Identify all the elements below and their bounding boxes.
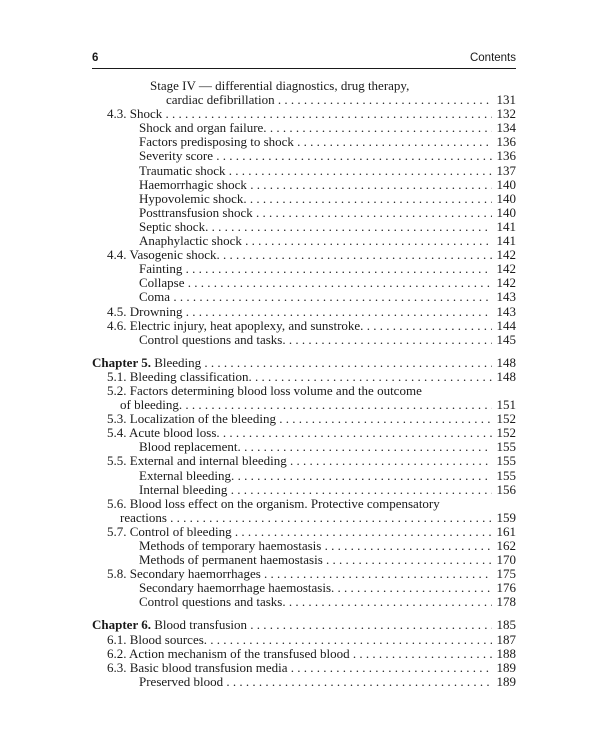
toc-entry-title: Severity score <box>139 149 214 164</box>
toc-entry-title: 4.6. Electric injury, heat apoplexy, and sunstroke. <box>107 318 364 333</box>
toc-page-number: 161 <box>496 523 516 539</box>
toc-entry <box>92 412 516 426</box>
toc-entry-title: 5.5. External and internal bleeding <box>107 454 287 469</box>
section-title: Contents <box>469 52 516 64</box>
toc-entry-title: 6.1. Blood sources. <box>107 632 208 647</box>
toc-page-number: 141 <box>496 218 516 234</box>
chapter-label: Chapter 6. <box>92 618 151 633</box>
toc-page-number: 175 <box>496 566 516 582</box>
toc-entry <box>92 633 516 647</box>
toc-page-number: 142 <box>496 275 516 291</box>
toc-page-number: 132 <box>496 106 516 122</box>
toc-entry-title: Posttransfusion shock <box>139 205 253 220</box>
toc-entry <box>92 567 516 581</box>
toc-entry-title: 4.5. Drowning <box>107 304 183 319</box>
toc-page-number: 140 <box>496 176 516 192</box>
toc-entry-title: Stage IV — differential diagnostics, drug therapy, <box>150 79 410 93</box>
toc-page-number: 151 <box>496 397 516 413</box>
toc-entry <box>92 107 516 121</box>
toc-entry <box>92 384 516 398</box>
toc-page-number: 136 <box>496 134 516 150</box>
toc-entry-title: Collapse <box>139 276 185 291</box>
toc-entry <box>92 469 516 483</box>
toc-entry <box>92 93 516 107</box>
toc-page-number: 155 <box>496 439 516 455</box>
toc-entry-title: Anaphylactic shock <box>139 234 242 249</box>
toc-entry <box>92 149 516 163</box>
toc-page-number: 189 <box>496 673 516 689</box>
toc-entry-title: Septic shock. <box>139 219 209 234</box>
toc-page-number: 155 <box>496 467 516 483</box>
toc-page-number: 143 <box>496 289 516 305</box>
toc-entry-title: Control questions and tasks. <box>139 332 286 347</box>
toc-entry <box>92 398 516 412</box>
toc-entry <box>92 539 516 553</box>
toc-page-number: 170 <box>496 552 516 568</box>
toc-entry-title: Hypovolemic shock. <box>139 191 247 206</box>
toc-page-number: 137 <box>496 162 516 178</box>
toc-entry <box>92 483 516 497</box>
toc-entry <box>92 370 516 384</box>
toc-entry <box>92 511 516 525</box>
toc-entry-title: Factors predisposing to shock <box>139 135 294 150</box>
toc-page-number: 136 <box>496 148 516 164</box>
toc-entry-title: Traumatic shock <box>139 163 226 178</box>
toc-page-number: 142 <box>496 261 516 277</box>
toc-entry-title: 5.3. Localization of the bleeding <box>107 412 276 427</box>
toc-entry-title: Secondary haemorrhage haemostasis. <box>139 581 335 596</box>
chapter-label: Chapter 5. <box>92 355 151 370</box>
toc-entry-title: of bleeding. <box>120 398 183 413</box>
toc-page-number: 156 <box>496 481 516 497</box>
toc-entry-title: 6.2. Action mechanism of the transfused blood <box>107 646 350 661</box>
toc-page-number: 159 <box>496 509 516 525</box>
toc-page-number: 148 <box>496 368 516 384</box>
toc-entry <box>92 595 516 609</box>
toc-page-number: 189 <box>496 659 516 675</box>
header-rule <box>92 68 516 69</box>
toc-entry-title: 5.4. Acute blood loss. <box>107 426 220 441</box>
toc-entry <box>92 206 516 220</box>
toc-page-number: 187 <box>496 631 516 647</box>
page-number: 6 <box>92 52 99 64</box>
toc-page-number: 140 <box>496 204 516 220</box>
toc-entry <box>92 164 516 178</box>
toc-entry-title: reactions <box>120 510 167 525</box>
toc-page-number: 131 <box>496 92 516 108</box>
toc-page-number: 185 <box>496 617 516 633</box>
toc-entry-title: Methods of temporary haemostasis <box>139 539 322 553</box>
toc-page-number: 176 <box>496 580 516 596</box>
toc-entry <box>92 661 516 675</box>
toc-entry <box>92 525 516 539</box>
toc-entry <box>92 79 516 93</box>
toc-entry-title: Blood replacement. <box>139 440 241 455</box>
toc-entry-title: cardiac defibrillation <box>166 93 275 108</box>
toc-entry <box>92 319 516 333</box>
toc-entry <box>92 553 516 567</box>
toc-entry <box>92 581 516 595</box>
toc-entry <box>92 440 516 454</box>
toc-entry <box>92 305 516 319</box>
toc-entry-title: 6.3. Basic blood transfusion media <box>107 660 288 675</box>
running-head <box>92 52 516 68</box>
toc-page-number: 134 <box>496 120 516 136</box>
toc-entry-title: 4.3. Shock <box>107 107 163 122</box>
toc-entry <box>92 121 516 135</box>
toc-entry-title: Haemorrhagic shock <box>139 177 247 192</box>
toc-page-number: 141 <box>496 233 516 249</box>
toc-entry-title: External bleeding. <box>139 468 235 483</box>
toc-page-number: 152 <box>496 425 516 441</box>
toc-page-number: 178 <box>496 594 516 610</box>
toc-entry <box>92 290 516 304</box>
toc-entry <box>92 192 516 206</box>
toc-entry <box>92 276 516 290</box>
toc-page-number: 144 <box>496 317 516 333</box>
toc-entry-title: Coma <box>139 290 171 305</box>
toc-page-number: 188 <box>496 645 516 661</box>
toc-entry-title: Internal bleeding <box>139 482 228 497</box>
toc-page-number: 140 <box>496 190 516 206</box>
toc-entry <box>92 135 516 149</box>
toc-entry-title: Blood transfusion <box>154 618 248 633</box>
toc-entry <box>92 497 516 511</box>
toc-entry <box>92 178 516 192</box>
toc-entry <box>92 220 516 234</box>
toc-entry-title: Fainting <box>139 262 183 277</box>
toc-entry <box>92 675 516 689</box>
toc-entry-title: 5.6. Blood loss effect on the organism. Protective compensatory <box>107 496 440 511</box>
toc-entry-title: 5.1. Bleeding classification. <box>107 369 252 384</box>
toc-entry <box>92 426 516 440</box>
toc-page-number: 148 <box>496 354 516 370</box>
toc-entry-title: Shock and organ failure. <box>139 121 267 136</box>
toc-chapter-entry <box>92 356 516 370</box>
toc-entry-title: Control questions and tasks. <box>139 595 286 610</box>
toc-entry <box>92 647 516 661</box>
toc-entry <box>92 234 516 248</box>
toc-page-number: 155 <box>496 453 516 469</box>
toc-page-number: 145 <box>496 331 516 347</box>
toc-entry <box>92 454 516 468</box>
toc-entry <box>92 248 516 262</box>
toc-entry-title: Methods of permanent haemostasis <box>139 553 323 568</box>
toc-page-number: 142 <box>496 247 516 263</box>
table-of-contents <box>92 79 516 689</box>
toc-entry-title: Preserved blood <box>139 674 224 689</box>
toc-entry <box>92 333 516 347</box>
toc-page-number: 162 <box>496 538 516 553</box>
toc-entry-title: 5.2. Factors determining blood loss volume and the outcome <box>107 383 422 398</box>
toc-entry-title: 5.8. Secondary haemorrhages <box>107 567 261 582</box>
toc-entry <box>92 262 516 276</box>
toc-entry-title: 5.7. Control of bleeding <box>107 524 232 539</box>
toc-chapter-entry <box>92 618 516 632</box>
toc-entry-title: 4.4. Vasogenic shock. <box>107 248 220 263</box>
toc-entry-title: Bleeding <box>154 355 202 370</box>
toc-page-number: 152 <box>496 411 516 427</box>
toc-page-number: 143 <box>496 303 516 319</box>
